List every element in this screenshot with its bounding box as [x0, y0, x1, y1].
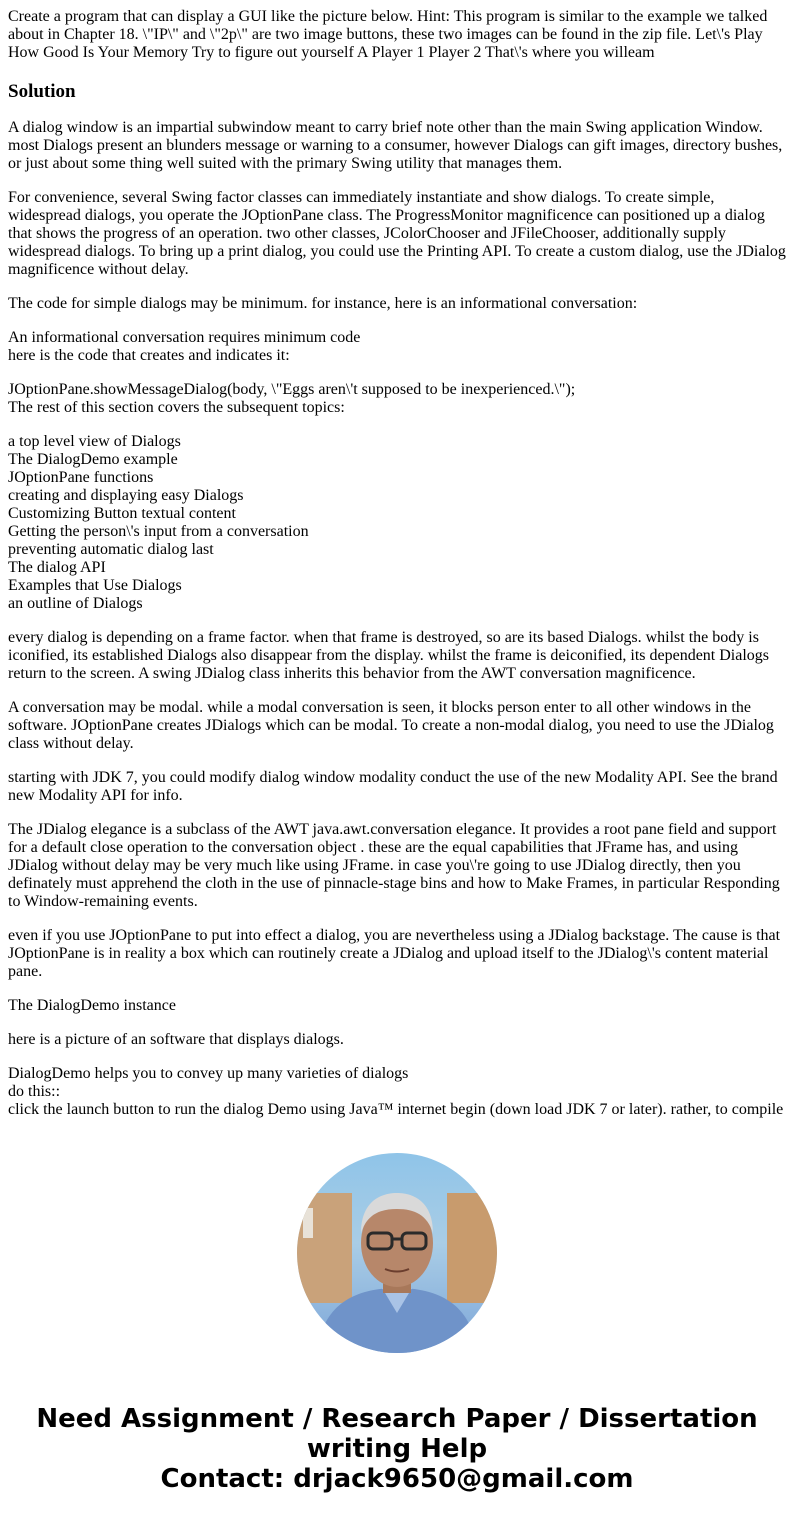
paragraph: The JDialog elegance is a subclass of the AWT java.awt.conversation elegance. It provides a root pane field and support for a default close operation to the conversation object . these are the equal capabilities that JFrame has, and using JDialog without delay may be very much like using JFrame. in case you\'re going to use JDialog directly, then you definately must apprehend the cloth in the use of pinnacle-stage bins and how to Make Frames, in particular Responding to Window-remaining events. [8, 821, 780, 910]
topic-item: The dialog API [8, 559, 106, 576]
topic-item: an outline of Dialogs [8, 595, 143, 612]
paragraph: starting with JDK 7, you could modify dialog window modality conduct the use of the new Modality API. See the brand new Modality API for info. [8, 769, 778, 804]
code-example-block [8, 381, 788, 417]
topic-item: a top level view of Dialogs [8, 433, 181, 450]
person-photo-icon [297, 1153, 497, 1353]
final-line: do this:: [8, 1083, 61, 1100]
footer-contact: Contact: drjack9650@gmail.com [160, 1464, 634, 1494]
paragraph: A conversation may be modal. while a modal conversation is seen, it blocks person enter to all other windows in the software. JOptionPane creates JDialogs which can be modal. To create a non-modal dialog, you need to use the JDialog class without delay. [8, 699, 774, 752]
code-intro-line: here is the code that creates and indicates it: [8, 347, 290, 364]
topic-item: Getting the person\'s input from a conversation [8, 523, 309, 540]
question-text: Create a program that can display a GUI like the picture below. Hint: This program is similar to the example we talked about in Chapter 18. \"IP\" and \"2p\" are two image buttons, these two images can be found in the zip file. Let\'s Play How Good Is Your Memory Try to figure out yourself A Player 1 Player 2 That\'s where you willeam [8, 8, 768, 61]
paragraph: The DialogDemo instance [8, 997, 176, 1014]
final-block [8, 1065, 788, 1119]
topic-item: JOptionPane functions [8, 469, 154, 486]
article-content [8, 8, 788, 1119]
avatar [297, 1153, 497, 1353]
footer-line: writing Help [306, 1434, 488, 1464]
paragraph: For convenience, several Swing factor classes can immediately instantiate and show dialogs. To create simple, widespread dialogs, you operate the JOptionPane class. The ProgressMonitor magnificence can positioned up a dialog that shows the progress of an operation. two other classes, JColorChooser and JFileChooser, additionally supply widespread dialogs. To bring up a print dialog, you could use the Printing API. To create a custom dialog, use the JDialog magnificence without delay. [8, 189, 786, 278]
topic-item: Examples that Use Dialogs [8, 577, 182, 594]
paragraph: A dialog window is an impartial subwindow meant to carry brief note other than the main Swing application Window. most Dialogs present an blunders message or warning to a consumer, however Dialogs can gift images, directory bushes, or just about some thing well suited with the primary Swing utility that manages them. [8, 119, 783, 172]
paragraph: here is a picture of an software that displays dialogs. [8, 1031, 344, 1048]
code-line: The rest of this section covers the subsequent topics: [8, 399, 345, 416]
final-line: click the launch button to run the dialog Demo using Java™ internet begin (down load JDK 7 or later). rather, to compile [8, 1101, 784, 1118]
topic-item: preventing automatic dialog last [8, 541, 214, 558]
paragraph: The code for simple dialogs may be minimum. for instance, here is an informational conversation: [8, 295, 638, 312]
topic-item: Customizing Button textual content [8, 505, 236, 522]
code-intro-line: An informational conversation requires minimum code [8, 329, 361, 346]
final-line: DialogDemo helps you to convey up many varieties of dialogs [8, 1065, 409, 1082]
paragraph: even if you use JOptionPane to put into effect a dialog, you are nevertheless using a JDialog backstage. The cause is that JOptionPane is in reality a box which can routinely create a JDialog and upload itself to the JDialog\'s content material pane. [8, 927, 781, 980]
code-line: JOptionPane.showMessageDialog(body, \"Eggs aren\'t supposed to be inexperienced.\"); [8, 381, 576, 398]
help-footer [0, 1404, 794, 1494]
topic-item: creating and displaying easy Dialogs [8, 487, 244, 504]
footer-line: Need Assignment / Research Paper / Dissertation [36, 1404, 758, 1434]
code-intro-block [8, 329, 788, 365]
solution-heading: Solution [8, 81, 76, 102]
topic-item: The DialogDemo example [8, 451, 178, 468]
paragraph: every dialog is depending on a frame factor. when that frame is destroyed, so are its based Dialogs. whilst the body is iconified, its established Dialogs also disappear from the display. whilst the frame is deiconified, its dependent Dialogs return to the screen. A swing JDialog class inherits this behavior from the AWT conversation magnificence. [8, 629, 770, 682]
topics-list [8, 433, 788, 613]
